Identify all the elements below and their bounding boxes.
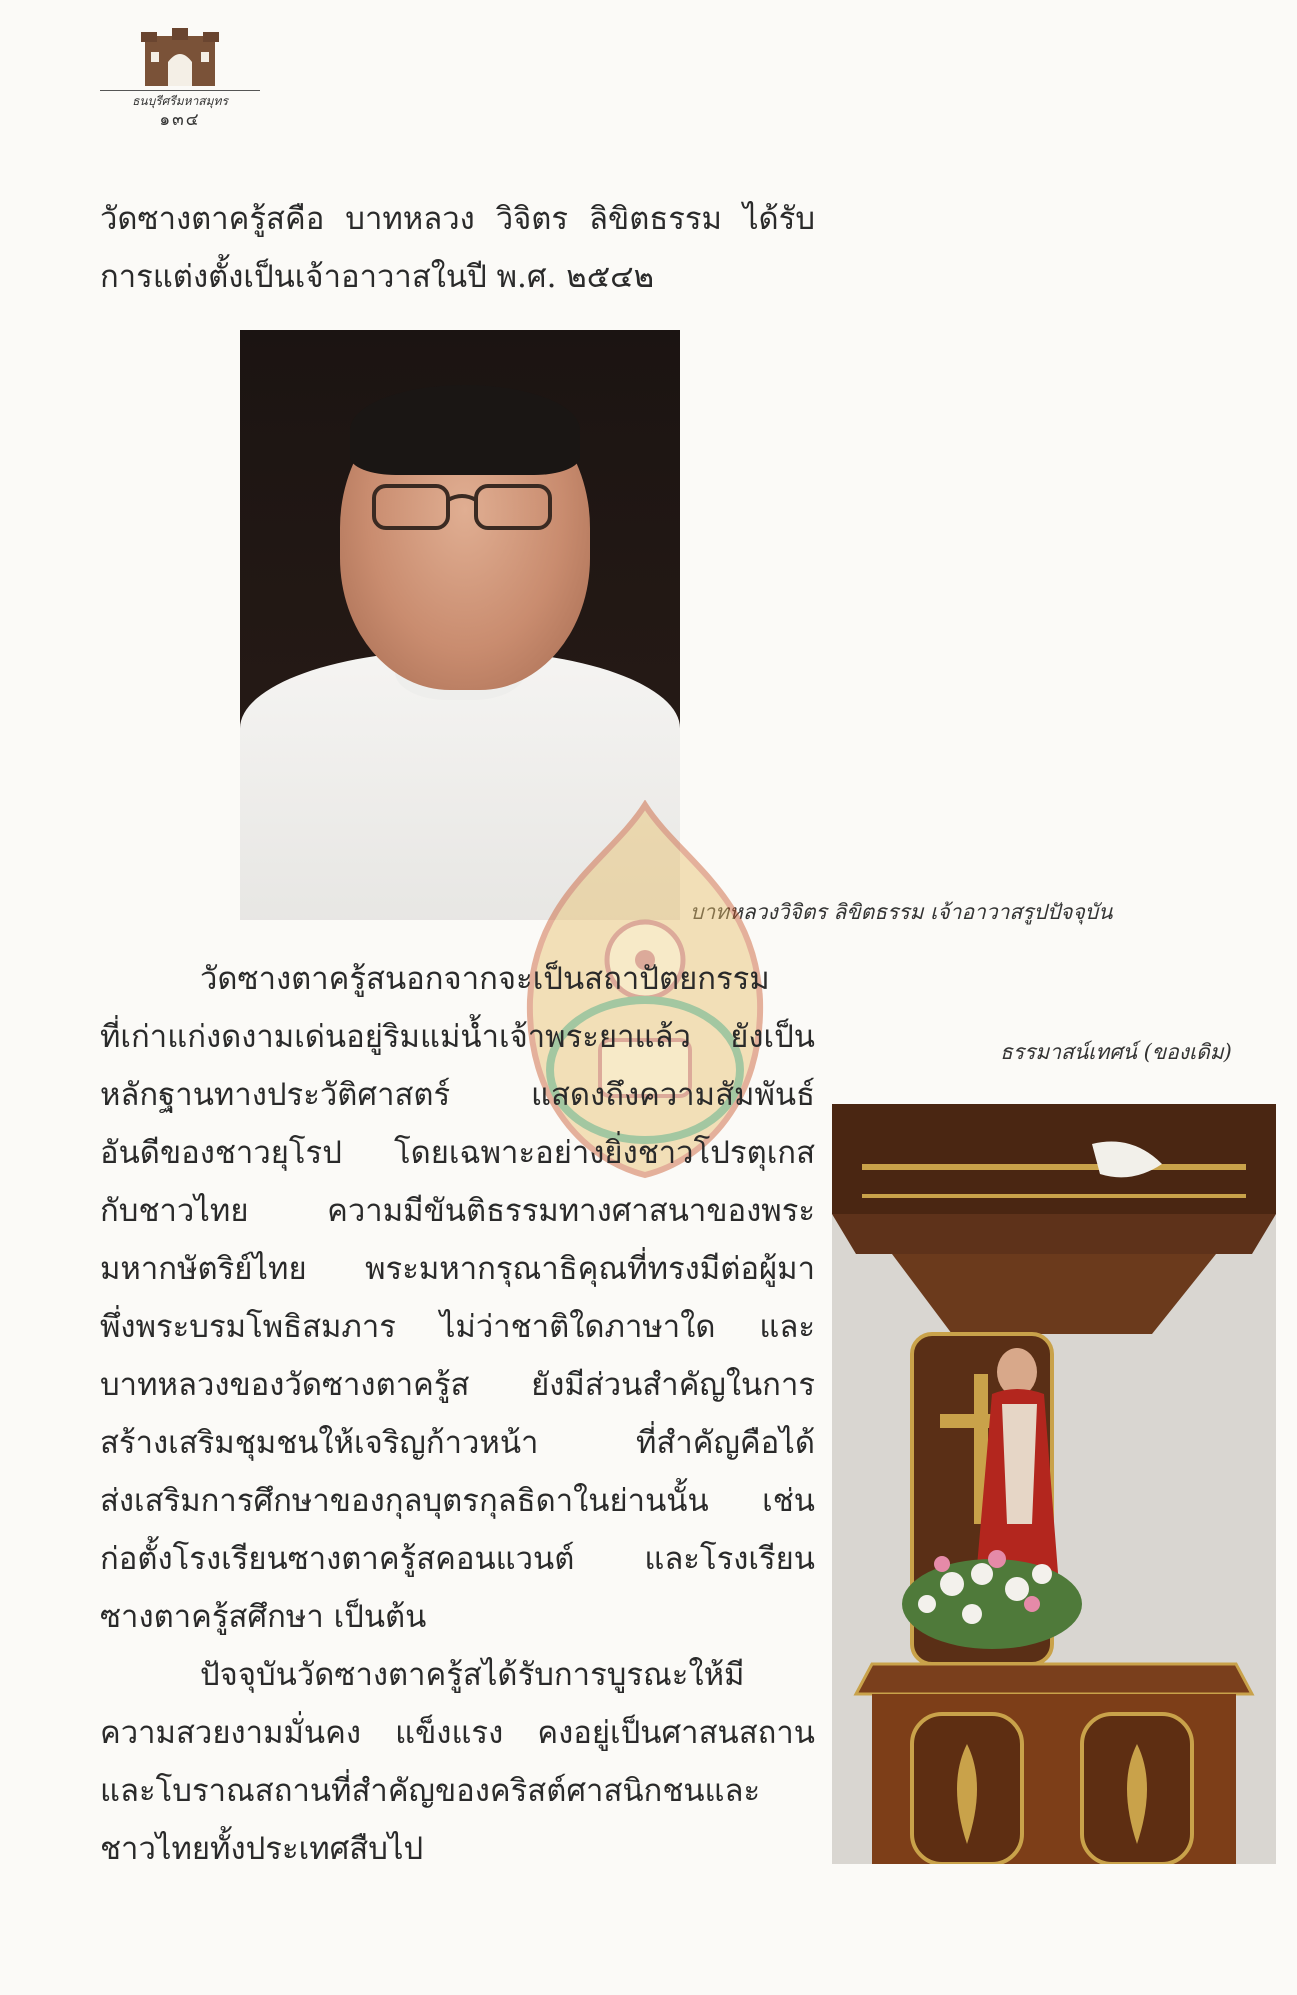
book-emblem — [100, 28, 260, 131]
intro-line: การแต่งตั้งเป็นเจ้าอาวาสในปี พ.ศ. ๒๕๔๒ — [100, 259, 655, 295]
body-line: กับชาวไทย ความมีขันติธรรมทางศาสนาของพระ — [100, 1193, 815, 1229]
body-line: ส่งเสริมการศึกษาของกุลบุตรกุลธิดาในย่านนั้น เช่น — [100, 1483, 815, 1519]
body-line: พึ่งพระบรมโพธิสมภาร ไม่ว่าชาติใดภาษาใด และ — [100, 1309, 815, 1345]
glasses-icon — [368, 480, 558, 536]
body-line: อันดีของชาวยุโรป โดยเฉพาะอย่างยิ่งชาวโปรตุเกส — [100, 1135, 815, 1171]
body-text — [100, 950, 815, 1878]
body-line: สร้างเสริมชุมชนให้เจริญก้าวหน้า ที่สำคัญคือได้ — [100, 1425, 815, 1461]
intro-line: วัดซางตาครู้สคือ บาทหลวง วิจิตร ลิขิตธรรม ได้รับ — [100, 201, 815, 237]
pulpit-photo — [832, 1104, 1276, 1864]
pulpit-caption: ธรรมาสน์เทศน์ (ของเดิม) — [1000, 1040, 1232, 1064]
pulpit-illustration — [832, 1104, 1276, 1864]
gate-icon — [135, 28, 225, 86]
body-line: ความสวยงามมั่นคง แข็งแรง คงอยู่เป็นศาสนสถาน — [100, 1715, 815, 1751]
book-title: ธนบุรีศรีมหาสมุทร — [132, 94, 228, 108]
header-rule — [100, 90, 260, 91]
body-line: วัดซางตาครู้สนอกจากจะเป็นสถาปัตยกรรม — [200, 961, 770, 997]
body-line: ชาวไทยทั้งประเทศสืบไป — [100, 1831, 424, 1867]
body-line: และโบราณสถานที่สำคัญของคริสต์ศาสนิกชนและ — [100, 1773, 761, 1809]
body-line: ปัจจุบันวัดซางตาครู้สได้รับการบูรณะให้มี — [200, 1657, 745, 1693]
body-line: ก่อตั้งโรงเรียนซางตาครู้สคอนแวนต์ และโรงเรียน — [100, 1541, 815, 1577]
hair — [350, 385, 580, 475]
body-line: ที่เก่าแก่งดงามเด่นอยู่ริมแม่น้ำเจ้าพระยาแล้ว ยังเป็น — [100, 1019, 815, 1055]
intro-paragraph — [100, 190, 815, 306]
body-line: มหากษัตริย์ไทย พระมหากรุณาธิคุณที่ทรงมีต่อผู้มา — [100, 1251, 815, 1287]
body-line: ซางตาครู้สศึกษา เป็นต้น — [100, 1599, 427, 1635]
body-line: บาทหลวงของวัดซางตาครู้ส ยังมีส่วนสำคัญในการ — [100, 1367, 815, 1403]
body-line: หลักฐานทางประวัติศาสตร์ แสดงถึงความสัมพันธ์ — [100, 1077, 815, 1113]
portrait-caption: บาทหลวงวิจิตร ลิขิตธรรม เจ้าอาวาสรูปปัจจุบัน — [690, 900, 1113, 924]
page-number: ๑๓๔ — [159, 110, 201, 130]
